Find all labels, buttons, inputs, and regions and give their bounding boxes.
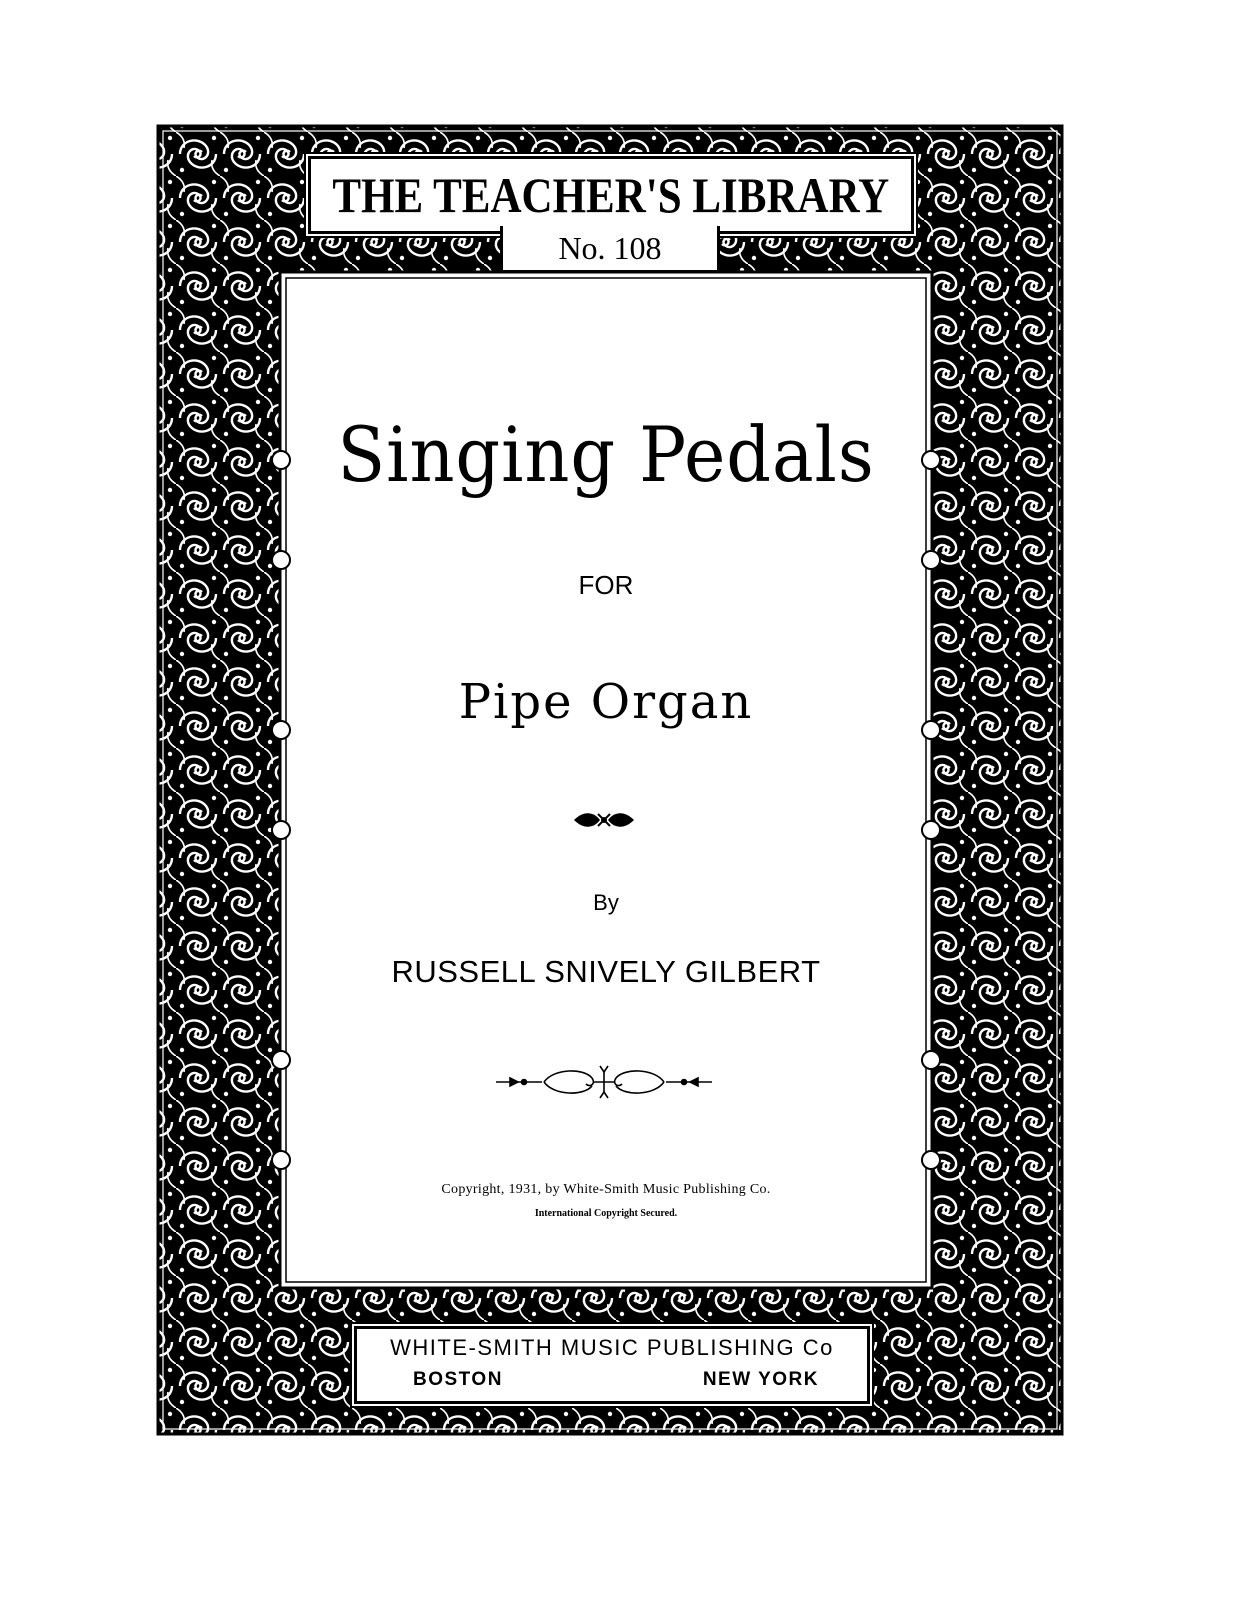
copyright-secured: International Copyright Secured.	[534, 1208, 678, 1219]
publisher-name: WHITE-SMITH MUSIC PUBLISHING Co	[390, 1335, 834, 1360]
publisher-city-new-york: NEW YORK	[702, 1369, 819, 1390]
by-label: By	[593, 890, 619, 915]
copyright-notice: Copyright, 1931, by White-Smith Music Publishing Co.	[441, 1182, 771, 1197]
series-number: No. 108	[558, 229, 662, 266]
publisher-box	[354, 1326, 870, 1404]
instrument-label: Pipe Organ	[458, 674, 754, 730]
for-label: FOR	[578, 570, 634, 600]
work-title: Singing Pedals	[337, 410, 875, 499]
title-panel	[290, 282, 922, 1262]
series-number-box	[500, 226, 720, 273]
composer-name: RUSSELL SNIVELY GILBERT	[391, 954, 821, 989]
publisher-city-boston: BOSTON	[413, 1369, 503, 1390]
series-title-box	[308, 156, 914, 234]
series-title: THE TEACHER'S LIBRARY	[332, 167, 890, 223]
